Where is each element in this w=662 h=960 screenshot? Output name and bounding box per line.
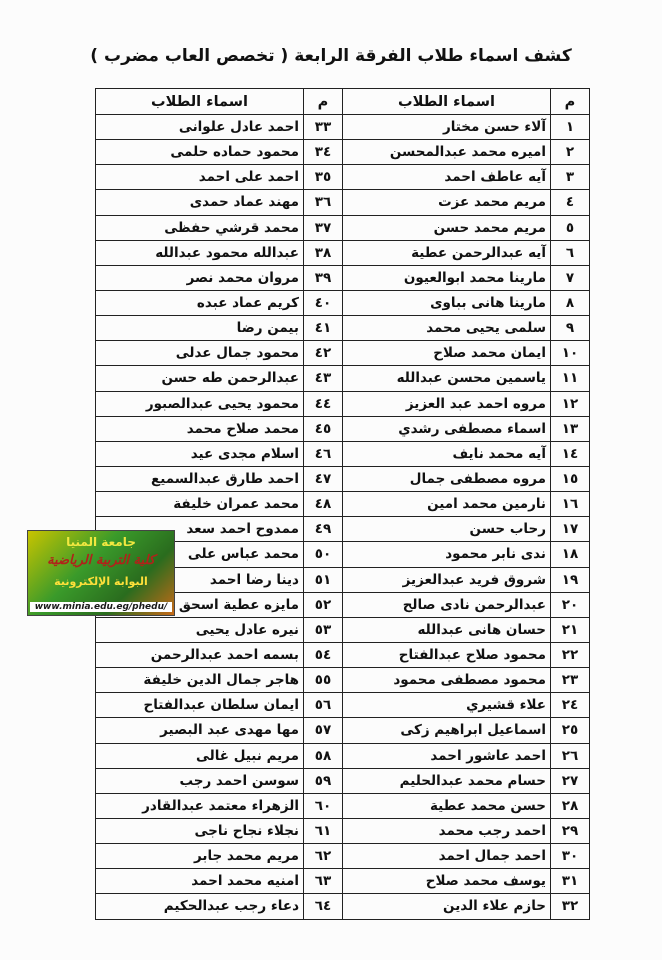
student-name-left: مهند عماد حمدى — [96, 190, 304, 215]
student-name-left: هاجر جمال الدين خليفة — [96, 668, 304, 693]
row-number-left: ٥٩ — [304, 768, 343, 793]
student-name-left: بيمن رضا — [96, 316, 304, 341]
table-row — [96, 341, 590, 366]
student-name-left: نجلاء نجاح ناجى — [96, 818, 304, 843]
row-number-left: ٣٦ — [304, 190, 343, 215]
row-number-left: ٤٩ — [304, 517, 343, 542]
student-name-left: محمد قرشي حفظى — [96, 215, 304, 240]
row-number-left: ٣٣ — [304, 115, 343, 140]
row-number-left: ٤٦ — [304, 441, 343, 466]
student-name-left: احمد عادل علوانى — [96, 115, 304, 140]
student-name-right: آيه عاطف احمد — [343, 165, 551, 190]
row-number-right: ١٢ — [551, 391, 590, 416]
student-name-right: ندى نابر محمود — [343, 542, 551, 567]
student-name-left: ايمان سلطان عبدالفتاح — [96, 693, 304, 718]
table-row — [96, 366, 590, 391]
table-row — [96, 165, 590, 190]
row-number-right: ٢٥ — [551, 718, 590, 743]
student-name-right: احمد جمال احمد — [343, 844, 551, 869]
row-number-left: ٤٨ — [304, 492, 343, 517]
student-name-left: محمود جمال عدلى — [96, 341, 304, 366]
student-name-right: ايمان محمد صلاح — [343, 341, 551, 366]
row-number-right: ٢٧ — [551, 768, 590, 793]
student-name-left: مها مهدى عبد البصير — [96, 718, 304, 743]
student-name-right: عبدالرحمن نادى صالح — [343, 592, 551, 617]
row-number-left: ٦١ — [304, 818, 343, 843]
student-name-right: اسماعيل ابراهيم زكى — [343, 718, 551, 743]
logo-university-text: جامعة المنيا — [66, 535, 136, 549]
row-number-right: ٦ — [551, 240, 590, 265]
student-name-right: يوسف محمد صلاح — [343, 869, 551, 894]
row-number-right: ٣١ — [551, 869, 590, 894]
row-number-left: ٥٣ — [304, 617, 343, 642]
row-number-right: ٢٨ — [551, 793, 590, 818]
row-number-right: ١٩ — [551, 567, 590, 592]
row-number-right: ١٣ — [551, 416, 590, 441]
student-name-left: مريم محمد جابر — [96, 844, 304, 869]
student-name-right: حازم علاء الدين — [343, 894, 551, 919]
row-number-left: ٣٩ — [304, 265, 343, 290]
header-name-left: اسماء الطلاب — [96, 89, 304, 115]
student-name-right: آلاء حسن مختار — [343, 115, 551, 140]
student-name-left: سوسن احمد رجب — [96, 768, 304, 793]
table-row — [96, 743, 590, 768]
table-row — [96, 718, 590, 743]
table-row — [96, 466, 590, 491]
student-name-left: احمد طارق عبدالسميع — [96, 466, 304, 491]
row-number-right: ٧ — [551, 265, 590, 290]
student-name-right: مارينا هانى بباوى — [343, 290, 551, 315]
row-number-left: ٣٥ — [304, 165, 343, 190]
table-row — [96, 190, 590, 215]
page-title: كشف اسماء طلاب الفرقة الرابعة ( تخصص العاب مضرب ) — [90, 46, 572, 66]
student-name-right: اسماء مصطفى رشدي — [343, 416, 551, 441]
student-name-right: احمد رجب محمد — [343, 818, 551, 843]
row-number-left: ٥٢ — [304, 592, 343, 617]
table-row — [96, 115, 590, 140]
student-name-left: امنيه محمد احمد — [96, 869, 304, 894]
student-name-left: ممدوح احمد سعد — [96, 517, 304, 542]
student-name-right: شروق فريد عبدالعزيز — [343, 567, 551, 592]
student-name-right: آيه عبدالرحمن عطية — [343, 240, 551, 265]
row-number-right: ٣٢ — [551, 894, 590, 919]
table-row — [96, 441, 590, 466]
student-name-right: حسن محمد عطية — [343, 793, 551, 818]
row-number-right: ١٠ — [551, 341, 590, 366]
student-name-left: بسمه احمد عبدالرحمن — [96, 642, 304, 667]
row-number-right: ٣ — [551, 165, 590, 190]
student-name-right: احمد عاشور احمد — [343, 743, 551, 768]
table-row — [96, 668, 590, 693]
student-name-left: محمد عمران خليفة — [96, 492, 304, 517]
row-number-left: ٤٢ — [304, 341, 343, 366]
row-number-right: ٢ — [551, 140, 590, 165]
row-number-right: ٤ — [551, 190, 590, 215]
table-row — [96, 416, 590, 441]
student-name-left: محمود يحيى عبدالصبور — [96, 391, 304, 416]
student-name-right: سلمى يحيى محمد — [343, 316, 551, 341]
table-row — [96, 617, 590, 642]
table-row — [96, 642, 590, 667]
row-number-left: ٥١ — [304, 567, 343, 592]
table-row — [96, 818, 590, 843]
table-row — [96, 492, 590, 517]
row-number-right: ٢٣ — [551, 668, 590, 693]
row-number-right: ٥ — [551, 215, 590, 240]
student-name-left: محمود حماده حلمى — [96, 140, 304, 165]
table-row — [96, 290, 590, 315]
student-name-left: محمد عباس على — [96, 542, 304, 567]
table-row — [96, 316, 590, 341]
row-number-left: ٤٤ — [304, 391, 343, 416]
row-number-left: ٣٤ — [304, 140, 343, 165]
table-row — [96, 869, 590, 894]
row-number-right: ٩ — [551, 316, 590, 341]
student-name-left: دينا رضا احمد — [96, 567, 304, 592]
student-name-left: عبدالله محمود عبدالله — [96, 240, 304, 265]
student-name-right: نارمين محمد امين — [343, 492, 551, 517]
row-number-left: ٣٧ — [304, 215, 343, 240]
student-name-right: علاء قشيري — [343, 693, 551, 718]
student-name-right: اميره محمد عبدالمحسن — [343, 140, 551, 165]
student-name-right: مروه احمد عبد العزيز — [343, 391, 551, 416]
row-number-right: ١٨ — [551, 542, 590, 567]
faculty-portal-logo — [27, 530, 175, 616]
row-number-right: ٢١ — [551, 617, 590, 642]
table-row — [96, 215, 590, 240]
student-name-right: مارينا محمد ابوالعيون — [343, 265, 551, 290]
row-number-right: ٢٤ — [551, 693, 590, 718]
student-name-left: عبدالرحمن طه حسن — [96, 366, 304, 391]
table-body — [96, 115, 590, 920]
student-name-left: مريم نبيل غالى — [96, 743, 304, 768]
row-number-right: ٨ — [551, 290, 590, 315]
row-number-left: ٥٧ — [304, 718, 343, 743]
row-number-right: ١١ — [551, 366, 590, 391]
row-number-left: ٦٣ — [304, 869, 343, 894]
row-number-left: ٤٣ — [304, 366, 343, 391]
row-number-right: ٢٢ — [551, 642, 590, 667]
logo-url-text: www.minia.edu.eg/phedu/ — [30, 602, 172, 612]
student-name-right: آيه محمد نايف — [343, 441, 551, 466]
student-name-left: اسلام مجدى عيد — [96, 441, 304, 466]
row-number-right: ١٥ — [551, 466, 590, 491]
student-name-left: دعاء رجب عبدالحكيم — [96, 894, 304, 919]
row-number-right: ٣٠ — [551, 844, 590, 869]
table-header-row — [96, 89, 590, 115]
row-number-right: ٢٠ — [551, 592, 590, 617]
student-name-left: كريم عماد عبده — [96, 290, 304, 315]
row-number-left: ٥٦ — [304, 693, 343, 718]
row-number-left: ٣٨ — [304, 240, 343, 265]
table-row — [96, 140, 590, 165]
student-name-right: مريم محمد عزت — [343, 190, 551, 215]
row-number-left: ٤٧ — [304, 466, 343, 491]
row-number-right: ١٤ — [551, 441, 590, 466]
students-table — [95, 88, 590, 920]
logo-faculty-text: كلية التربية الرياضية — [47, 553, 155, 568]
student-name-left: محمد صلاح محمد — [96, 416, 304, 441]
logo-portal-text: البوابة الإلكترونية — [54, 575, 148, 588]
student-name-right: حسام محمد عبدالحليم — [343, 768, 551, 793]
table-row — [96, 391, 590, 416]
row-number-right: ٢٦ — [551, 743, 590, 768]
row-number-left: ٥٤ — [304, 642, 343, 667]
header-name-right: اسماء الطلاب — [343, 89, 551, 115]
row-number-right: ١٦ — [551, 492, 590, 517]
row-number-left: ٦٢ — [304, 844, 343, 869]
student-name-right: مريم محمد حسن — [343, 215, 551, 240]
header-num-right: م — [551, 89, 590, 115]
row-number-left: ٥٥ — [304, 668, 343, 693]
row-number-left: ٦٠ — [304, 793, 343, 818]
table-row — [96, 265, 590, 290]
row-number-left: ٦٤ — [304, 894, 343, 919]
row-number-left: ٤٥ — [304, 416, 343, 441]
row-number-left: ٤٠ — [304, 290, 343, 315]
student-name-right: رحاب حسن — [343, 517, 551, 542]
student-name-right: محمود صلاح عبدالفتاح — [343, 642, 551, 667]
table-row — [96, 844, 590, 869]
table-row — [96, 894, 590, 919]
table-row — [96, 693, 590, 718]
student-name-right: ياسمين محسن عبدالله — [343, 366, 551, 391]
row-number-left: ٥٨ — [304, 743, 343, 768]
student-name-left: مايزه عطية اسحق — [96, 592, 304, 617]
row-number-left: ٤١ — [304, 316, 343, 341]
student-name-left: مروان محمد نصر — [96, 265, 304, 290]
row-number-left: ٥٠ — [304, 542, 343, 567]
table-row — [96, 768, 590, 793]
row-number-right: ١ — [551, 115, 590, 140]
student-name-left: نيره عادل يحيى — [96, 617, 304, 642]
student-name-left: احمد على احمد — [96, 165, 304, 190]
student-name-right: محمود مصطفى محمود — [343, 668, 551, 693]
table-row — [96, 793, 590, 818]
row-number-right: ٢٩ — [551, 818, 590, 843]
header-num-left: م — [304, 89, 343, 115]
table-row — [96, 240, 590, 265]
student-name-left: الزهراء معتمد عبدالقادر — [96, 793, 304, 818]
row-number-right: ١٧ — [551, 517, 590, 542]
student-name-right: مروه مصطفى جمال — [343, 466, 551, 491]
student-name-right: حسان هانى عبدالله — [343, 617, 551, 642]
